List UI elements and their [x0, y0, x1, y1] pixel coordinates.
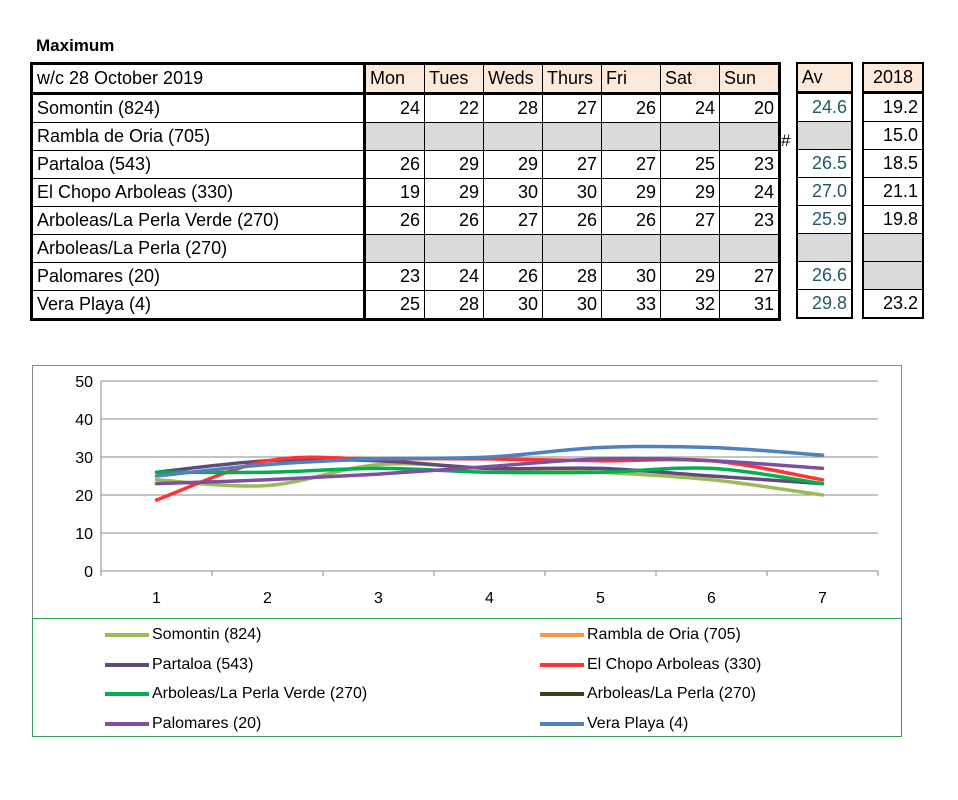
- day-value: 24: [365, 94, 425, 123]
- legend-label: Partaloa (543): [152, 655, 254, 673]
- day-value: 28: [425, 291, 484, 320]
- legend-item: [105, 655, 253, 675]
- prev-year-value: 21.1: [863, 178, 923, 206]
- day-header: Mon: [365, 64, 425, 94]
- day-value: [661, 235, 720, 263]
- day-value: 29: [425, 179, 484, 207]
- day-value: 22: [425, 94, 484, 123]
- legend-swatch: [105, 692, 149, 696]
- y-tick-label: 50: [75, 374, 93, 391]
- day-value: 19: [365, 179, 425, 207]
- prev-year-value: 15.0: [863, 122, 923, 150]
- table-row: [32, 291, 780, 320]
- day-value: 29: [425, 151, 484, 179]
- average-value: 26.5: [797, 150, 852, 178]
- station-name: Somontin (824): [32, 94, 365, 123]
- day-value: 30: [543, 179, 602, 207]
- x-tick-label: 1: [152, 590, 161, 607]
- table-row: [32, 179, 780, 207]
- page-title: Maximum: [36, 36, 115, 55]
- day-value: 26: [484, 263, 543, 291]
- day-value: 24: [661, 94, 720, 123]
- legend-item: [105, 714, 261, 734]
- legend-item: [540, 625, 741, 645]
- prev-year-table: [862, 62, 924, 319]
- station-name: Palomares (20): [32, 263, 365, 291]
- legend-item: [105, 625, 261, 645]
- legend-swatch: [540, 692, 584, 696]
- station-name: Arboleas/La Perla (270): [32, 235, 365, 263]
- day-value: 33: [602, 291, 661, 320]
- prev-year-value: [863, 262, 923, 290]
- x-tick-label: 6: [707, 590, 716, 607]
- day-value: 23: [365, 263, 425, 291]
- table-row: [32, 263, 780, 291]
- day-value: [365, 123, 425, 151]
- day-value: 24: [720, 179, 780, 207]
- y-tick-label: 10: [75, 526, 93, 543]
- table-row: [32, 207, 780, 235]
- table-header-row: [32, 64, 780, 94]
- x-tick-label: 5: [596, 590, 605, 607]
- station-name: Arboleas/La Perla Verde (270): [32, 207, 365, 235]
- table-row: [32, 123, 780, 151]
- average-value: 24.6: [797, 93, 852, 122]
- legend-swatch: [540, 633, 584, 637]
- prev-year-value: 19.8: [863, 206, 923, 234]
- day-header: Sun: [720, 64, 780, 94]
- day-value: 26: [543, 207, 602, 235]
- legend-swatch: [540, 663, 584, 667]
- day-header: Sat: [661, 64, 720, 94]
- day-value: 26: [602, 207, 661, 235]
- legend-item: [540, 684, 756, 704]
- prev-year-value: 19.2: [863, 93, 923, 122]
- day-value: 27: [543, 94, 602, 123]
- x-tick-label: 4: [485, 590, 494, 607]
- legend-swatch: [105, 633, 149, 637]
- week-label: w/c 28 October 2019: [32, 64, 365, 94]
- day-value: 32: [661, 291, 720, 320]
- average-value: 29.8: [797, 290, 852, 319]
- av-header: Av: [797, 63, 852, 93]
- average-value: [797, 234, 852, 262]
- day-value: 24: [425, 263, 484, 291]
- y-tick-label: 20: [75, 488, 93, 505]
- table-row: [32, 151, 780, 179]
- hash-marker: #: [781, 131, 791, 150]
- prev-year-value: [863, 234, 923, 262]
- average-value: 25.9: [797, 206, 852, 234]
- temperature-table: [30, 62, 781, 321]
- x-tick-label: 3: [374, 590, 383, 607]
- legend-item: [105, 684, 367, 704]
- prev-year-header: 2018: [863, 63, 923, 93]
- prev-year-value: 23.2: [863, 290, 923, 319]
- day-value: 26: [365, 151, 425, 179]
- legend-label: Arboleas/La Perla Verde (270): [152, 685, 368, 702]
- average-value: 27.0: [797, 178, 852, 206]
- day-value: 26: [602, 94, 661, 123]
- legend-label: Arboleas/La Perla (270): [587, 685, 756, 702]
- legend-label: Palomares (20): [152, 714, 262, 732]
- average-value: [797, 122, 852, 150]
- day-value: 30: [602, 263, 661, 291]
- day-value: 26: [365, 207, 425, 235]
- day-value: [720, 123, 780, 151]
- legend-label: Somontin (824): [152, 626, 262, 643]
- day-value: [543, 235, 602, 263]
- day-value: 27: [543, 151, 602, 179]
- day-value: 27: [484, 207, 543, 235]
- day-value: 27: [661, 207, 720, 235]
- day-value: [602, 123, 661, 151]
- day-header: Tues: [425, 64, 484, 94]
- table-row: [32, 235, 780, 263]
- day-value: 29: [484, 151, 543, 179]
- day-value: 27: [720, 263, 780, 291]
- day-value: 25: [661, 151, 720, 179]
- legend-label: El Chopo Arboleas (330): [587, 655, 762, 673]
- day-header: Weds: [484, 64, 543, 94]
- legend-item: [540, 655, 761, 675]
- station-name: Vera Playa (4): [32, 291, 365, 320]
- legend-swatch: [105, 722, 149, 726]
- day-value: [425, 123, 484, 151]
- y-tick-label: 0: [84, 564, 93, 581]
- x-tick-label: 7: [818, 590, 827, 607]
- day-value: [484, 123, 543, 151]
- day-value: [365, 235, 425, 263]
- day-header: Fri: [602, 64, 661, 94]
- day-value: 27: [602, 151, 661, 179]
- day-value: 29: [602, 179, 661, 207]
- legend-swatch: [105, 663, 149, 667]
- day-header: Thurs: [543, 64, 602, 94]
- day-value: 23: [720, 151, 780, 179]
- day-value: [602, 235, 661, 263]
- legend-label: Vera Playa (4): [587, 714, 689, 732]
- day-value: [661, 123, 720, 151]
- station-name: El Chopo Arboleas (330): [32, 179, 365, 207]
- day-value: 28: [543, 263, 602, 291]
- legend-item: [540, 714, 688, 734]
- day-value: 28: [484, 94, 543, 123]
- day-value: [543, 123, 602, 151]
- day-value: 23: [720, 207, 780, 235]
- day-value: 25: [365, 291, 425, 320]
- day-value: 30: [484, 291, 543, 320]
- legend-label: Rambla de Oria (705): [587, 626, 741, 643]
- day-value: [484, 235, 543, 263]
- day-value: 31: [720, 291, 780, 320]
- day-value: [425, 235, 484, 263]
- line-chart: [33, 366, 903, 626]
- day-value: 26: [425, 207, 484, 235]
- day-value: 29: [661, 263, 720, 291]
- x-tick-label: 2: [263, 590, 272, 607]
- day-value: [720, 235, 780, 263]
- station-name: Partaloa (543): [32, 151, 365, 179]
- chart-legend: [32, 618, 902, 737]
- y-tick-label: 30: [75, 450, 93, 467]
- day-value: 20: [720, 94, 780, 123]
- legend-swatch: [540, 722, 584, 726]
- y-tick-label: 40: [75, 412, 93, 429]
- day-value: 29: [661, 179, 720, 207]
- prev-year-value: 18.5: [863, 150, 923, 178]
- table-row: [32, 94, 780, 123]
- average-table: [796, 62, 853, 319]
- average-value: 26.6: [797, 262, 852, 290]
- day-value: 30: [484, 179, 543, 207]
- station-name: Rambla de Oria (705): [32, 123, 365, 151]
- day-value: 30: [543, 291, 602, 320]
